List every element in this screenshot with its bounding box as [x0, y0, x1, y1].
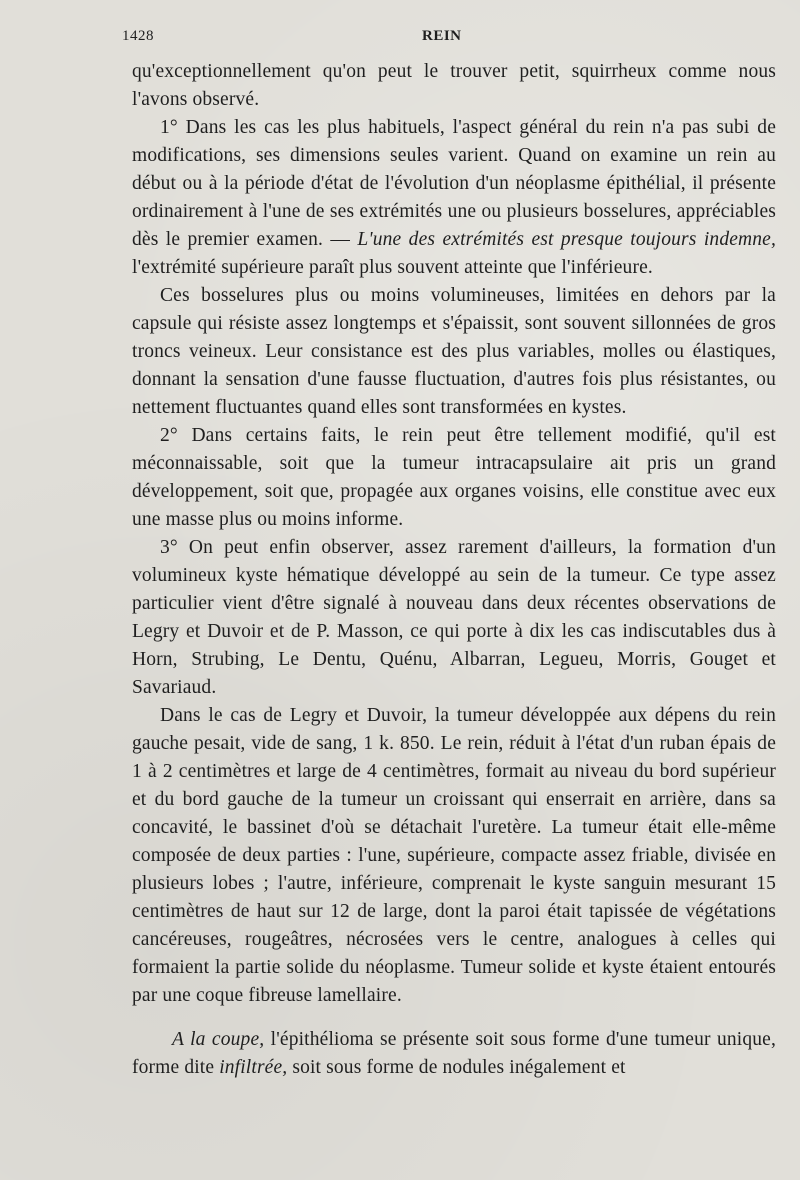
paragraph-1-after: l'extrémité supérieure paraît plus souvent atteinte que l'inférieure. — [132, 257, 653, 278]
paragraph-1 — [132, 114, 776, 282]
paragraph-5: Dans le cas de Legry et Duvoir, la tumeur développée aux dépens du rein gauche pesait, vide de sang, 1 k. 850. Le rein, réduit à l'état d'un ruban épais de 1 à 2 centimètres et large de 4 centimètres, formait au niveau du bord supérieur et du bord gauche de la tumeur un croissant qui enserrait en arrière, dans sa concavité, le bassinet d'où se détachait l'uretère. La tumeur était elle-même composée de deux parties : l'une, supérieure, compacte assez friable, divisée en plusieurs lobes ; l'autre, inférieure, comprenait le kyste sanguin mesurant 15 centimètres de haut sur 12 de large, dont la paroi était tapissée de végétations cancéreuses, rougeâtres, nécrosées vers le centre, analogues à celles qui formaient la partie solide du néoplasme. Tumeur solide et kyste étaient entourés par une coque fibreuse lamellaire. — [132, 705, 776, 1006]
paragraph-6-italic-start: A la coupe, — [172, 1029, 265, 1050]
paragraph-2: Ces bosselures plus ou moins volumineuses, limitées en dehors par la capsule qui résiste assez longtemps et s'épaissit, sont souvent sillonnées de gros troncs veineux. Leur consistance est des plus variables, molles ou élastiques, donnant la sensation d'une fausse fluctuation, d'autres fois plus résistantes, ou nettement fluctuantes quand elles sont transformées en kystes. — [132, 285, 776, 418]
paragraph-6-after: soit sous forme de nodules inégalement et — [287, 1057, 626, 1078]
paragraph-1-italic: L'une des extrémités est presque toujours indemne, — [357, 229, 776, 250]
paragraph-6 — [132, 1026, 776, 1082]
paragraph-4: 3° On peut enfin observer, assez rarement d'ailleurs, la formation d'un volumineux kyste hématique développé au sein de la tumeur. Ce type assez particulier vient d'être signalé à nouveau dans deux récentes observations de Legry et Duvoir et de P. Masson, ce qui porte à dix les cas indiscutables dus à Horn, Strubing, Le Dentu, Quénu, Albarran, Legueu, Morris, Gouget et Savariaud. — [132, 537, 776, 698]
paragraph-6-text: l'épithélioma se présente soit sous forme d'une tumeur unique, forme dite — [132, 1029, 777, 1078]
body-text — [132, 58, 776, 1082]
paragraph-3: 2° Dans certains faits, le rein peut être tellement modifié, qu'il est méconnaissable, soit que la tumeur intracapsulaire ait pris un grand développement, soit que, propagée aux organes voisins, elle constitue avec eux une masse plus ou moins informe. — [132, 425, 776, 530]
paragraph-1-text: 1° Dans les cas les plus habituels, l'aspect général du rein n'a pas subi de modifications, ses dimensions seules varient. Quand on examine un rein au début ou à la période d'état de l'évolution d'un néoplasme épithélial, il présente ordinairement à l'une de ses extrémités une ou plusieurs bosselures, appréciables dès le premier examen. — — [132, 117, 776, 250]
paragraph-0: qu'exceptionnellement qu'on peut le trouver petit, squirrheux comme nous l'avons observé. — [132, 61, 776, 110]
paragraph-6-italic-mid: infiltrée, — [219, 1057, 288, 1078]
page-number: 1428 — [122, 28, 154, 44]
page-header — [122, 28, 776, 58]
running-title: REIN — [422, 28, 462, 44]
